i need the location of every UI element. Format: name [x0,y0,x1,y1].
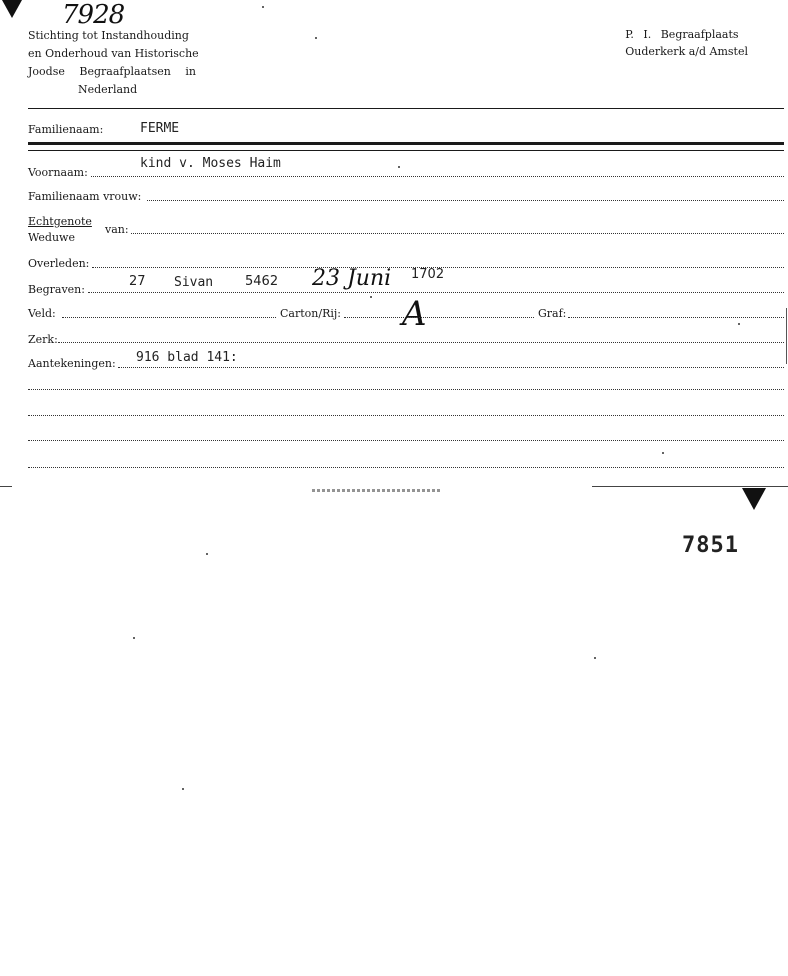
organization-line-2: en Onderhoud van Historische [28,47,199,60]
weduwe-label: Weduwe [28,231,75,244]
aantekeningen-dotted-line [118,367,784,368]
speck [662,452,664,454]
notes-line-4 [28,467,784,468]
begraven-year: 5462 [245,274,279,289]
aantekeningen-label: Aantekeningen: [28,357,116,370]
voornaam-value: kind v. Moses Haim [140,156,281,171]
overleden-label: Overleden: [28,257,90,270]
speck [594,657,596,659]
organization-block [28,27,199,99]
speck [133,637,135,639]
carton-value: A [402,294,427,334]
begraven-day: 27 [129,274,146,289]
organization-line-1: Stichting tot Instandhouding [28,29,189,42]
organization-line-3: Joodse Begraafplaatsen in [28,65,196,78]
speck [738,323,740,325]
graf-dotted-line [568,317,784,318]
speck [262,6,264,8]
speck [370,296,372,298]
familienaam-vrouw-label: Familienaam vrouw: [28,190,142,203]
handwritten-archive-number: 7928 [62,0,125,30]
carton-label: Carton/Rij: [280,307,341,320]
zerk-label: Zerk: [28,333,58,346]
scan-smudge [312,489,442,492]
familienaam-value: FERME [140,121,180,136]
speck [315,37,317,39]
voornaam-label: Voornaam: [28,166,88,179]
corner-triangle-mark [0,0,40,22]
notes-line-2 [28,415,784,416]
zerk-dotted-line [58,342,784,343]
notes-line-3 [28,440,784,441]
begraven-civil-year: 1702 [411,267,445,282]
graf-label: Graf: [538,307,567,320]
notes-line-1 [28,389,784,390]
bottom-triangle-mark [740,488,768,512]
echtgenote-label: Echtgenote [28,215,92,228]
begraven-handwritten-date: 23 Juni [312,266,392,291]
top-thin-rule [28,108,784,109]
cemetery-block [625,26,748,60]
scan-edge-line-right [592,486,788,487]
familienaam-label: Familienaam: [28,123,104,136]
stamp-number: 7851 [682,533,739,558]
voornaam-dotted-line [91,176,784,177]
begraven-label: Begraven: [28,283,85,296]
header-thick-rule [28,142,784,145]
cemetery-line-1: P. I. Begraafplaats [625,28,739,41]
begraven-dotted-line [88,292,784,293]
echtgenote-dotted-line [131,233,784,234]
begraven-month: Sivan [174,275,214,290]
speck [182,788,184,790]
veld-label: Veld: [28,307,56,320]
van-label: van: [105,223,129,236]
familienaam-vrouw-dotted-line [147,200,784,201]
header-thin-rule [28,150,784,151]
speck [398,166,400,168]
organization-line-4: Nederland [78,83,138,96]
speck [206,553,208,555]
aantekeningen-value: 916 blad 141: [136,350,238,365]
veld-dotted-line [62,317,276,318]
scan-edge-line-left [0,486,12,487]
carton-dotted-line [344,317,534,318]
right-edge-line [786,308,787,364]
cemetery-line-2: Ouderkerk a/d Amstel [625,45,748,58]
